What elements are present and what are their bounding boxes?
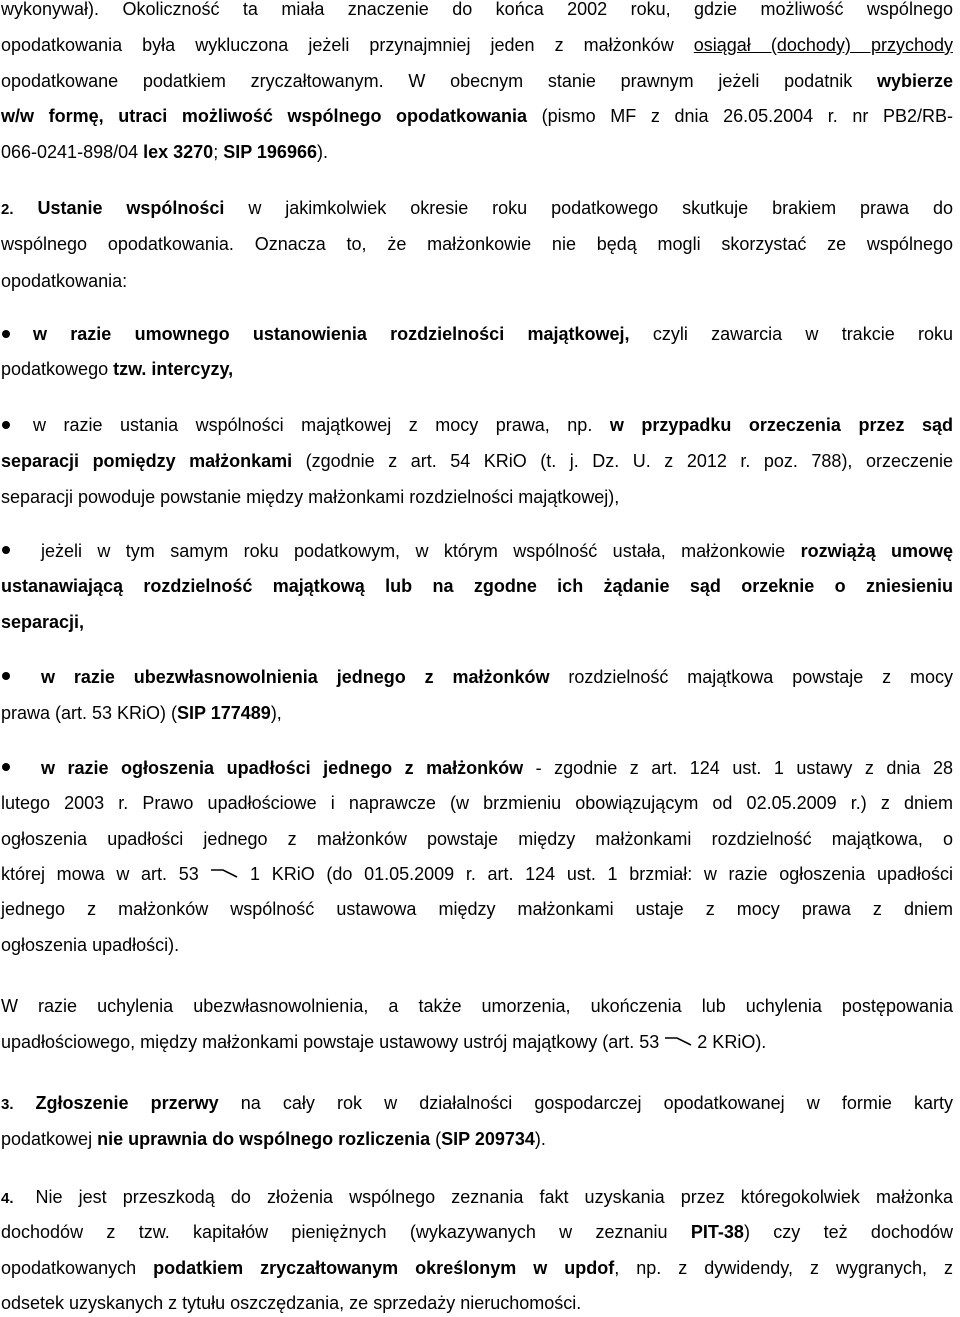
text-line: opodatkowanych podatkiem zryczałtowanym określonym w updof, np. z dywidendy, z wygranych, z: [1, 1258, 953, 1278]
text-line: opodatkowania była wykluczona jeżeli przynajmniej jeden z małżonków osiągał (dochody) przychody: [1, 35, 953, 55]
text-line: ogłoszenia upadłości).: [1, 935, 180, 955]
text-line: wspólnego opodatkowania. Oznacza to, że małżonkowie nie będą mogli skorzystać ze wspólnego: [1, 234, 953, 254]
section-sign-icon: [210, 868, 238, 878]
text-line: w razie ogłoszenia upadłości jednego z małżonków - zgodnie z art. 124 ust. 1 ustawy z dnia 28: [41, 758, 953, 778]
text-line: odsetek uzyskanych z tytułu oszczędzania, ze sprzedaży nieruchomości.: [1, 1293, 582, 1313]
bullet-icon: [2, 672, 10, 680]
text-line: separacji powoduje powstanie między małżonkami rozdzielności majątkowej),: [1, 487, 620, 507]
bullet-icon: [2, 421, 10, 429]
text-line: jeżeli w tym samym roku podatkowym, w którym wspólność ustała, małżonkowie rozwiążą umowę: [41, 541, 953, 561]
text-line: wykonywał). Okoliczność ta miała znaczenie do końca 2002 roku, gdzie możliwość wspólnego: [1, 0, 953, 19]
text-line: w/w formę, utraci możliwość wspólnego opodatkowania (pismo MF z dnia 26.05.2004 r. nr PB2/RB-: [1, 106, 953, 126]
text-line: podatkowej nie uprawnia do wspólnego rozliczenia (SIP 209734).: [1, 1129, 546, 1149]
text-line: jednego z małżonków wspólność ustawowa między małżonkami ustaje z mocy prawa z dniem: [1, 899, 953, 919]
text-line: opodatkowane podatkiem zryczałtowanym. W obecnym stanie prawnym jeżeli podatnik wybierze: [1, 71, 953, 91]
bullet-icon: [2, 546, 10, 554]
text-line: dochodów z tzw. kapitałów pieniężnych (wykazywanych w zeznaniu PIT-38) czy też dochodów: [1, 1222, 953, 1242]
section-sign-icon: [664, 1036, 692, 1046]
bullet-icon: [2, 330, 10, 338]
text-line: 4. Nie jest przeszkodą do złożenia wspólnego zeznania fakt uzyskania przez któregokolwiek małżonka: [1, 1187, 953, 1207]
text-line: 066-0241-898/04 lex 3270; SIP 196966).: [1, 142, 328, 162]
text-line: w razie ubezwłasnowolnienia jednego z małżonków rozdzielność majątkowa powstaje z mocy: [41, 667, 953, 687]
text-line: opodatkowania:: [1, 271, 128, 291]
text-line: separacji,: [1, 612, 85, 632]
text-line: podatkowego tzw. intercyzy,: [1, 359, 234, 379]
text-line: ogłoszenia upadłości jednego z małżonków powstaje między małżonkami rozdzielność majątkowa, o: [1, 829, 953, 849]
text-line: której mowa w art. 53 1 KRiO (do 01.05.2009 r. art. 124 ust. 1 brzmiał: w razie ogłoszenia upadłości: [1, 864, 954, 884]
text-line: lutego 2003 r. Prawo upadłościowe i naprawcze (w brzmieniu obowiązującym od 02.05.2009 r.) z dniem: [1, 793, 953, 813]
text-line: prawa (art. 53 KRiO) (SIP 177489),: [1, 703, 282, 723]
bullet-icon: [2, 763, 10, 771]
text-line: separacji pomiędzy małżonkami (zgodnie z art. 54 KRiO (t. j. Dz. U. z 2012 r. poz. 788), orzeczenie: [1, 451, 953, 471]
text-line: upadłościowego, między małżonkami powstaje ustawowy ustrój majątkowy (art. 53 2 KRiO).: [1, 1032, 767, 1052]
text-line: w razie umownego ustanowienia rozdzielności majątkowej, czyli zawarcia w trakcie roku: [33, 324, 954, 344]
text-line: 3. Zgłoszenie przerwy na cały rok w działalności gospodarczej opodatkowanej w formie karty: [1, 1093, 953, 1113]
text-line: ustanawiającą rozdzielność majątkową lub na zgodne ich żądanie sąd orzeknie o zniesieniu: [1, 576, 953, 596]
text-line: 2. Ustanie wspólności w jakimkolwiek okresie roku podatkowego skutkuje brakiem prawa do: [1, 198, 953, 218]
text-line: w razie ustania wspólności majątkowej z mocy prawa, np. w przypadku orzeczenia przez sąd: [33, 415, 953, 435]
text-line: W razie uchylenia ubezwłasnowolnienia, a także umorzenia, ukończenia lub uchylenia postępowania: [1, 996, 953, 1016]
